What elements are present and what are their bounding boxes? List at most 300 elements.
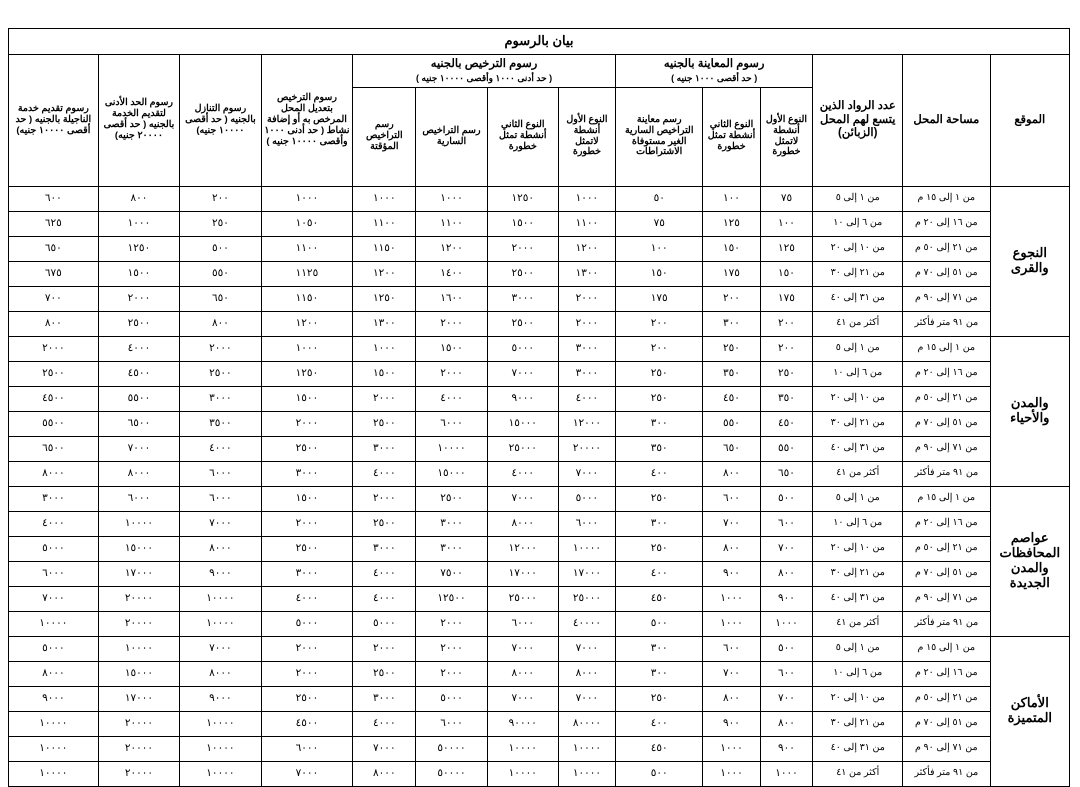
header-license-group-sub: ( حد أدنى ١٠٠٠ وأقصى ١٠٠٠٠ جنيه ) (416, 73, 553, 84)
cell-patrons: من ٣١ إلى ٤٠ (813, 586, 903, 611)
cell-inspection-type2: ١٥٠ (703, 236, 760, 261)
cell-service-fee: ٧٠٠٠ (9, 586, 99, 611)
cell-license-temporary: ٣٠٠٠ (353, 686, 416, 711)
cell-inspection-type2: ١٠٠٠ (703, 586, 760, 611)
cell-shop-area: من ٥١ إلى ٧٠ م (903, 561, 991, 586)
zone-label: النجوع والقرى (990, 186, 1069, 336)
cell-inspection-type2: ٦٠٠ (703, 486, 760, 511)
cell-inspection-nonconforming: ٧٥ (615, 211, 703, 236)
cell-service-fee: ٤٥٠٠ (9, 386, 99, 411)
cell-license-type2: ٢٥٠٠٠ (487, 436, 558, 461)
cell-license-type1: ١٢٠٠ (558, 236, 615, 261)
table-row (9, 261, 1070, 286)
cell-license-modify: ١٠٥٠ (261, 211, 353, 236)
cell-shop-area: من ٢١ إلى ٥٠ م (903, 686, 991, 711)
cell-license-type1: ٨٠٠٠٠ (558, 711, 615, 736)
cell-license-type1: ١٠٠٠٠ (558, 736, 615, 761)
cell-license-current: ٣٠٠٠ (416, 536, 487, 561)
cell-license-type1: ٣٠٠٠ (558, 336, 615, 361)
cell-license-type1: ٧٠٠٠ (558, 636, 615, 661)
cell-license-type2: ٨٠٠٠ (487, 661, 558, 686)
cell-patrons: من ١٠ إلى ٢٠ (813, 536, 903, 561)
header-license-type1: النوع الأول أنشطة لاتمثل خطورة (558, 87, 615, 186)
cell-license-temporary: ٢٠٠٠ (353, 636, 416, 661)
cell-shop-area: من ٩١ متر فأكثر (903, 461, 991, 486)
table-row (9, 386, 1070, 411)
table-row (9, 636, 1070, 661)
cell-license-temporary: ١١٠٠ (353, 211, 416, 236)
cell-patrons: من ٦ إلى ١٠ (813, 361, 903, 386)
cell-inspection-nonconforming: ٥٠٠ (615, 761, 703, 786)
cell-license-current: ٢٠٠٠ (416, 361, 487, 386)
cell-patrons: من ١ إلى ٥ (813, 636, 903, 661)
cell-waiver: ٣٥٠٠ (180, 411, 261, 436)
cell-license-modify: ١١٥٠ (261, 286, 353, 311)
header-license-current: رسم التراخيص السارية (416, 87, 487, 186)
cell-inspection-type1: ٧٠٠ (760, 686, 813, 711)
table-row (9, 461, 1070, 486)
cell-license-type2: ٣٠٠٠ (487, 286, 558, 311)
cell-license-temporary: ٤٠٠٠ (353, 711, 416, 736)
table-row (9, 361, 1070, 386)
cell-license-type1: ٢٠٠٠ (558, 286, 615, 311)
cell-patrons: من ٢١ إلى ٣٠ (813, 711, 903, 736)
cell-license-type2: ٧٠٠٠ (487, 636, 558, 661)
cell-license-type1: ٦٠٠٠ (558, 511, 615, 536)
cell-inspection-type2: ٢٥٠ (703, 336, 760, 361)
cell-service-fee: ٧٠٠ (9, 286, 99, 311)
cell-shop-area: من ٧١ إلى ٩٠ م (903, 586, 991, 611)
cell-inspection-type1: ١٥٠ (760, 261, 813, 286)
cell-min-service: ٧٠٠٠ (98, 436, 179, 461)
cell-license-temporary: ٢٠٠٠ (353, 386, 416, 411)
cell-license-current: ٥٠٠٠٠ (416, 736, 487, 761)
cell-service-fee: ١٠٠٠٠ (9, 761, 99, 786)
cell-license-modify: ٢٠٠٠ (261, 411, 353, 436)
table-row (9, 236, 1070, 261)
cell-license-temporary: ٢٥٠٠ (353, 661, 416, 686)
table-row (9, 186, 1070, 211)
cell-license-current: ١٤٠٠ (416, 261, 487, 286)
cell-license-modify: ٣٠٠٠ (261, 461, 353, 486)
table-row (9, 311, 1070, 336)
cell-inspection-nonconforming: ٣٠٠ (615, 411, 703, 436)
cell-waiver: ٦٠٠٠ (180, 486, 261, 511)
cell-inspection-type1: ٨٠٠ (760, 711, 813, 736)
cell-shop-area: من ٧١ إلى ٩٠ م (903, 736, 991, 761)
cell-license-type2: ١٥٠٠ (487, 211, 558, 236)
table-row (9, 736, 1070, 761)
cell-patrons: أكثر من ٤١ (813, 611, 903, 636)
cell-license-type1: ٧٠٠٠ (558, 686, 615, 711)
cell-license-current: ١٥٠٠٠ (416, 461, 487, 486)
cell-min-service: ٨٠٠ (98, 186, 179, 211)
cell-service-fee: ٦٥٠٠ (9, 436, 99, 461)
header-inspection-type2: النوع الثاني أنشطة تمثل خطورة (703, 87, 760, 186)
cell-inspection-nonconforming: ٢٥٠ (615, 486, 703, 511)
cell-license-current: ١٥٠٠ (416, 336, 487, 361)
cell-license-type1: ٥٠٠٠ (558, 486, 615, 511)
table-row (9, 211, 1070, 236)
cell-inspection-nonconforming: ٤٠٠ (615, 561, 703, 586)
cell-patrons: من ١ إلى ٥ (813, 186, 903, 211)
cell-inspection-type1: ١٠٠ (760, 211, 813, 236)
header-inspection-group-sub: ( حد أقصى ١٠٠٠ جنيه ) (671, 73, 758, 84)
cell-license-current: ١١٠٠ (416, 211, 487, 236)
cell-license-modify: ٧٠٠٠ (261, 761, 353, 786)
cell-min-service: ٢٥٠٠ (98, 311, 179, 336)
cell-min-service: ١٠٠٠٠ (98, 636, 179, 661)
cell-min-service: ١٥٠٠ (98, 261, 179, 286)
cell-patrons: أكثر من ٤١ (813, 311, 903, 336)
cell-license-type2: ١٠٠٠٠ (487, 736, 558, 761)
cell-license-type1: ١٠٠٠ (558, 186, 615, 211)
cell-shop-area: من ١٦ إلى ٢٠ م (903, 361, 991, 386)
cell-inspection-type1: ٩٠٠ (760, 586, 813, 611)
cell-license-type1: ٨٠٠٠ (558, 661, 615, 686)
table-row (9, 761, 1070, 786)
cell-shop-area: من ٧١ إلى ٩٠ م (903, 436, 991, 461)
cell-service-fee: ٢٠٠٠ (9, 336, 99, 361)
cell-license-type2: ٧٠٠٠ (487, 361, 558, 386)
cell-license-temporary: ١٢٠٠ (353, 261, 416, 286)
cell-shop-area: من ١ إلى ١٥ م (903, 486, 991, 511)
cell-inspection-type1: ٢٠٠ (760, 336, 813, 361)
cell-license-type2: ٥٠٠٠ (487, 336, 558, 361)
cell-inspection-type1: ١٧٥ (760, 286, 813, 311)
cell-license-modify: ١٠٠٠ (261, 336, 353, 361)
cell-license-type2: ٧٠٠٠ (487, 686, 558, 711)
cell-service-fee: ٤٠٠٠ (9, 511, 99, 536)
zone-label: عواصم المحافظات والمدن الجديدة (990, 486, 1069, 636)
cell-min-service: ٢٠٠٠٠ (98, 736, 179, 761)
cell-license-modify: ١٢٠٠ (261, 311, 353, 336)
cell-patrons: من ٢١ إلى ٣٠ (813, 561, 903, 586)
cell-inspection-type1: ٤٥٠ (760, 411, 813, 436)
cell-inspection-type2: ٩٠٠ (703, 711, 760, 736)
cell-min-service: ٢٠٠٠٠ (98, 586, 179, 611)
cell-waiver: ٣٠٠٠ (180, 386, 261, 411)
cell-service-fee: ٦٠٠ (9, 186, 99, 211)
table-row (9, 561, 1070, 586)
header-license-group-main: رسوم الترخيص بالجنيه (430, 57, 538, 70)
header-inspection-nonconforming: رسم معاينة التراخيص السارية الغير مستوفاة الاشتراطات (615, 87, 703, 186)
header-inspection-type1: النوع الأول أنشطة لاتمثل خطورة (760, 87, 813, 186)
cell-license-modify: ١٥٠٠ (261, 386, 353, 411)
cell-inspection-nonconforming: ٢٥٠ (615, 386, 703, 411)
cell-license-temporary: ١٠٠٠ (353, 336, 416, 361)
cell-license-current: ١٠٠٠٠ (416, 436, 487, 461)
cell-license-temporary: ٣٠٠٠ (353, 536, 416, 561)
cell-min-service: ١٧٠٠٠ (98, 561, 179, 586)
cell-shop-area: من ٢١ إلى ٥٠ م (903, 536, 991, 561)
cell-inspection-nonconforming: ٤٥٠ (615, 736, 703, 761)
cell-license-current: ٥٠٠٠ (416, 686, 487, 711)
cell-waiver: ٥٥٠ (180, 261, 261, 286)
cell-patrons: من ١ إلى ٥ (813, 336, 903, 361)
cell-license-temporary: ١٣٠٠ (353, 311, 416, 336)
cell-license-current: ١٢٥٠٠ (416, 586, 487, 611)
cell-patrons: من ٢١ إلى ٣٠ (813, 411, 903, 436)
cell-patrons: من ١٠ إلى ٢٠ (813, 386, 903, 411)
cell-service-fee: ٨٠٠ (9, 311, 99, 336)
cell-license-modify: ٢٠٠٠ (261, 661, 353, 686)
cell-waiver: ٢٠٠٠ (180, 336, 261, 361)
cell-inspection-type1: ٣٥٠ (760, 386, 813, 411)
cell-shop-area: من ٥١ إلى ٧٠ م (903, 711, 991, 736)
cell-inspection-type2: ٨٠٠ (703, 461, 760, 486)
cell-waiver: ١٠٠٠٠ (180, 761, 261, 786)
cell-service-fee: ١٠٠٠٠ (9, 736, 99, 761)
cell-license-type2: ٤٠٠٠ (487, 461, 558, 486)
header-shop-area: مساحة المحل (903, 54, 991, 186)
cell-license-current: ٣٠٠٠ (416, 511, 487, 536)
cell-service-fee: ٥٥٠٠ (9, 411, 99, 436)
cell-patrons: من ٦ إلى ١٠ (813, 661, 903, 686)
table-body (9, 186, 1070, 786)
cell-license-temporary: ٥٠٠٠ (353, 611, 416, 636)
cell-license-type1: ١٣٠٠ (558, 261, 615, 286)
cell-waiver: ٧٠٠٠ (180, 511, 261, 536)
cell-inspection-type2: ١٠٠٠ (703, 736, 760, 761)
cell-min-service: ١٥٠٠٠ (98, 661, 179, 686)
cell-shop-area: من ٩١ متر فأكثر (903, 611, 991, 636)
cell-license-modify: ١١٢٥ (261, 261, 353, 286)
cell-service-fee: ٥٠٠٠ (9, 636, 99, 661)
cell-service-fee: ٥٠٠٠ (9, 536, 99, 561)
cell-inspection-nonconforming: ٢٠٠ (615, 311, 703, 336)
cell-license-type1: ١٠٠٠٠ (558, 536, 615, 561)
cell-license-type2: ٨٠٠٠ (487, 511, 558, 536)
cell-patrons: من ٦ إلى ١٠ (813, 511, 903, 536)
cell-inspection-type2: ١٠٠٠ (703, 611, 760, 636)
cell-inspection-type2: ٢٠٠ (703, 286, 760, 311)
cell-waiver: ٨٠٠٠ (180, 661, 261, 686)
cell-inspection-type1: ٧٥ (760, 186, 813, 211)
cell-license-temporary: ٤٠٠٠ (353, 561, 416, 586)
cell-inspection-type2: ٤٥٠ (703, 386, 760, 411)
cell-license-temporary: ٤٠٠٠ (353, 461, 416, 486)
table-row (9, 586, 1070, 611)
cell-inspection-type1: ٧٠٠ (760, 536, 813, 561)
cell-shop-area: من ١ إلى ١٥ م (903, 186, 991, 211)
cell-shop-area: من ١٦ إلى ٢٠ م (903, 661, 991, 686)
cell-inspection-type2: ٧٠٠ (703, 511, 760, 536)
cell-inspection-type1: ٥٠٠ (760, 486, 813, 511)
cell-min-service: ٤٠٠٠ (98, 336, 179, 361)
cell-license-current: ٥٠٠٠٠ (416, 761, 487, 786)
cell-license-temporary: ٢٠٠٠ (353, 486, 416, 511)
cell-min-service: ٢٠٠٠ (98, 286, 179, 311)
cell-license-modify: ١٠٠٠ (261, 186, 353, 211)
cell-inspection-type1: ٥٠٠ (760, 636, 813, 661)
cell-min-service: ٢٠٠٠٠ (98, 711, 179, 736)
cell-inspection-type1: ٩٠٠ (760, 736, 813, 761)
cell-waiver: ٨٠٠٠ (180, 536, 261, 561)
cell-min-service: ٢٠٠٠٠ (98, 761, 179, 786)
cell-license-temporary: ١٢٥٠ (353, 286, 416, 311)
cell-license-temporary: ١١٥٠ (353, 236, 416, 261)
cell-inspection-type2: ١٠٠ (703, 186, 760, 211)
cell-waiver: ٤٠٠٠ (180, 436, 261, 461)
cell-license-type2: ١٠٠٠٠ (487, 761, 558, 786)
cell-license-type2: ٢٠٠٠ (487, 236, 558, 261)
cell-license-type2: ١٥٠٠٠ (487, 411, 558, 436)
cell-inspection-type1: ٦٠٠ (760, 511, 813, 536)
header-license-modify: رسوم الترخيص بتعديل المحل المرخص به أو إضافة نشاط ( حد أدنى ١٠٠٠ وأقصى ١٠٠٠٠ جنيه ) (261, 54, 353, 186)
cell-license-temporary: ٤٠٠٠ (353, 586, 416, 611)
cell-inspection-nonconforming: ٣٠٠ (615, 511, 703, 536)
cell-min-service: ١٢٥٠ (98, 236, 179, 261)
cell-waiver: ١٠٠٠٠ (180, 586, 261, 611)
cell-inspection-type1: ٨٠٠ (760, 561, 813, 586)
cell-min-service: ٨٠٠٠ (98, 461, 179, 486)
cell-license-type1: ٢٥٠٠٠ (558, 586, 615, 611)
cell-waiver: ٢٠٠ (180, 186, 261, 211)
cell-patrons: من ٣١ إلى ٤٠ (813, 736, 903, 761)
cell-license-modify: ٥٠٠٠ (261, 611, 353, 636)
cell-license-temporary: ٢٥٠٠ (353, 411, 416, 436)
table-row (9, 611, 1070, 636)
cell-shop-area: من ٥١ إلى ٧٠ م (903, 261, 991, 286)
table-row (9, 711, 1070, 736)
cell-inspection-nonconforming: ١٠٠ (615, 236, 703, 261)
cell-inspection-type1: ١٠٠٠ (760, 611, 813, 636)
cell-license-current: ٢٠٠٠ (416, 611, 487, 636)
cell-waiver: ١٠٠٠٠ (180, 736, 261, 761)
header-min-service: رسوم الحد الأدنى لتقديم الخدمة بالجنيه ( حد أقصى ٢٠٠٠٠ جنيه) (98, 54, 179, 186)
header-waiver: رسوم التنازل بالجنيه ( حد أقصى ١٠٠٠٠ جنيه) (180, 54, 261, 186)
cell-inspection-type2: ٩٠٠ (703, 561, 760, 586)
cell-inspection-nonconforming: ١٥٠ (615, 261, 703, 286)
cell-license-type2: ٩٠٠٠ (487, 386, 558, 411)
cell-inspection-nonconforming: ٥٠ (615, 186, 703, 211)
cell-license-type1: ٤٠٠٠٠ (558, 611, 615, 636)
cell-waiver: ٩٠٠٠ (180, 686, 261, 711)
cell-inspection-type1: ٥٥٠ (760, 436, 813, 461)
cell-license-current: ١٦٠٠ (416, 286, 487, 311)
cell-license-current: ٢٥٠٠ (416, 486, 487, 511)
table-title-row (9, 29, 1070, 55)
cell-patrons: من ١٠ إلى ٢٠ (813, 686, 903, 711)
cell-inspection-type1: ٦٥٠ (760, 461, 813, 486)
table-row (9, 286, 1070, 311)
cell-inspection-nonconforming: ٢٠٠ (615, 336, 703, 361)
cell-license-type1: ٣٠٠٠ (558, 361, 615, 386)
cell-license-temporary: ١٠٠٠ (353, 186, 416, 211)
cell-min-service: ١٠٠٠٠ (98, 511, 179, 536)
table-row (9, 661, 1070, 686)
cell-service-fee: ٦٠٠٠ (9, 561, 99, 586)
cell-license-temporary: ٢٥٠٠ (353, 511, 416, 536)
cell-license-current: ٢٠٠٠ (416, 636, 487, 661)
header-license-type2: النوع الثاني أنشطة تمثل خطورة (487, 87, 558, 186)
cell-shop-area: من ٩١ متر فأكثر (903, 311, 991, 336)
cell-service-fee: ٦٢٥ (9, 211, 99, 236)
cell-license-current: ٢٠٠٠ (416, 661, 487, 686)
cell-shop-area: من ١٦ إلى ٢٠ م (903, 211, 991, 236)
cell-shop-area: من ٧١ إلى ٩٠ م (903, 286, 991, 311)
cell-shop-area: من ٢١ إلى ٥٠ م (903, 386, 991, 411)
cell-license-type2: ١٢٥٠ (487, 186, 558, 211)
cell-min-service: ٢٠٠٠٠ (98, 611, 179, 636)
cell-inspection-type1: ٦٠٠ (760, 661, 813, 686)
cell-license-modify: ٢٠٠٠ (261, 636, 353, 661)
cell-min-service: ٥٥٠٠ (98, 386, 179, 411)
cell-license-type2: ٩٠٠٠٠ (487, 711, 558, 736)
table-row (9, 536, 1070, 561)
cell-license-type1: ١١٠٠ (558, 211, 615, 236)
header-patrons: عدد الرواد الذين يتسع لهم المحل (الزبائن) (813, 54, 903, 186)
cell-waiver: ١٠٠٠٠ (180, 611, 261, 636)
cell-license-modify: ٣٠٠٠ (261, 561, 353, 586)
cell-inspection-type2: ٥٥٠ (703, 411, 760, 436)
cell-service-fee: ٦٥٠ (9, 236, 99, 261)
table-row (9, 436, 1070, 461)
cell-inspection-type2: ٨٠٠ (703, 536, 760, 561)
cell-license-temporary: ٣٠٠٠ (353, 436, 416, 461)
cell-license-current: ٦٠٠٠ (416, 711, 487, 736)
cell-inspection-type1: ١٠٠٠ (760, 761, 813, 786)
cell-license-temporary: ٨٠٠٠ (353, 761, 416, 786)
cell-service-fee: ١٠٠٠٠ (9, 611, 99, 636)
cell-license-temporary: ١٥٠٠ (353, 361, 416, 386)
header-location: الموقع (990, 54, 1069, 186)
cell-license-type1: ٢٠٠٠٠ (558, 436, 615, 461)
cell-shop-area: من ١ إلى ١٥ م (903, 636, 991, 661)
cell-shop-area: من ٥١ إلى ٧٠ م (903, 411, 991, 436)
header-inspection-group (615, 54, 813, 87)
cell-license-modify: ١٥٠٠ (261, 486, 353, 511)
cell-license-current: ٤٠٠٠ (416, 386, 487, 411)
cell-patrons: من ٣١ إلى ٤٠ (813, 436, 903, 461)
cell-inspection-type2: ٣٥٠ (703, 361, 760, 386)
cell-service-fee: ٢٥٠٠ (9, 361, 99, 386)
cell-patrons: أكثر من ٤١ (813, 761, 903, 786)
cell-license-type1: ١٢٠٠٠ (558, 411, 615, 436)
cell-license-current: ٦٠٠٠ (416, 411, 487, 436)
table-row (9, 686, 1070, 711)
table-head (9, 29, 1070, 187)
cell-service-fee: ٩٠٠٠ (9, 686, 99, 711)
cell-waiver: ٨٠٠ (180, 311, 261, 336)
cell-license-modify: ١٢٥٠ (261, 361, 353, 386)
cell-inspection-type1: ٢٠٠ (760, 311, 813, 336)
zone-label: والمدن والأحياء (990, 336, 1069, 486)
cell-license-temporary: ٧٠٠٠ (353, 736, 416, 761)
cell-shop-area: من ١٦ إلى ٢٠ م (903, 511, 991, 536)
cell-inspection-nonconforming: ٤٥٠ (615, 586, 703, 611)
cell-inspection-nonconforming: ٢٥٠ (615, 361, 703, 386)
cell-inspection-type2: ١٧٥ (703, 261, 760, 286)
cell-min-service: ١٥٠٠٠ (98, 536, 179, 561)
cell-inspection-type2: ١٠٠٠ (703, 761, 760, 786)
cell-service-fee: ٣٠٠٠ (9, 486, 99, 511)
cell-patrons: من ٢١ إلى ٣٠ (813, 261, 903, 286)
cell-inspection-nonconforming: ٥٠٠ (615, 611, 703, 636)
cell-inspection-type2: ٦٠٠ (703, 636, 760, 661)
cell-inspection-type2: ٦٥٠ (703, 436, 760, 461)
cell-shop-area: من ١ إلى ١٥ م (903, 336, 991, 361)
cell-inspection-nonconforming: ٣٥٠ (615, 436, 703, 461)
header-license-temporary: رسم التراخيص المؤقتة (353, 87, 416, 186)
cell-service-fee: ٨٠٠٠ (9, 661, 99, 686)
cell-license-type1: ٧٠٠٠ (558, 461, 615, 486)
cell-inspection-nonconforming: ٢٥٠ (615, 686, 703, 711)
document-title: بيان بالرسوم (9, 29, 1070, 55)
cell-inspection-type1: ١٢٥ (760, 236, 813, 261)
cell-inspection-nonconforming: ١٧٥ (615, 286, 703, 311)
